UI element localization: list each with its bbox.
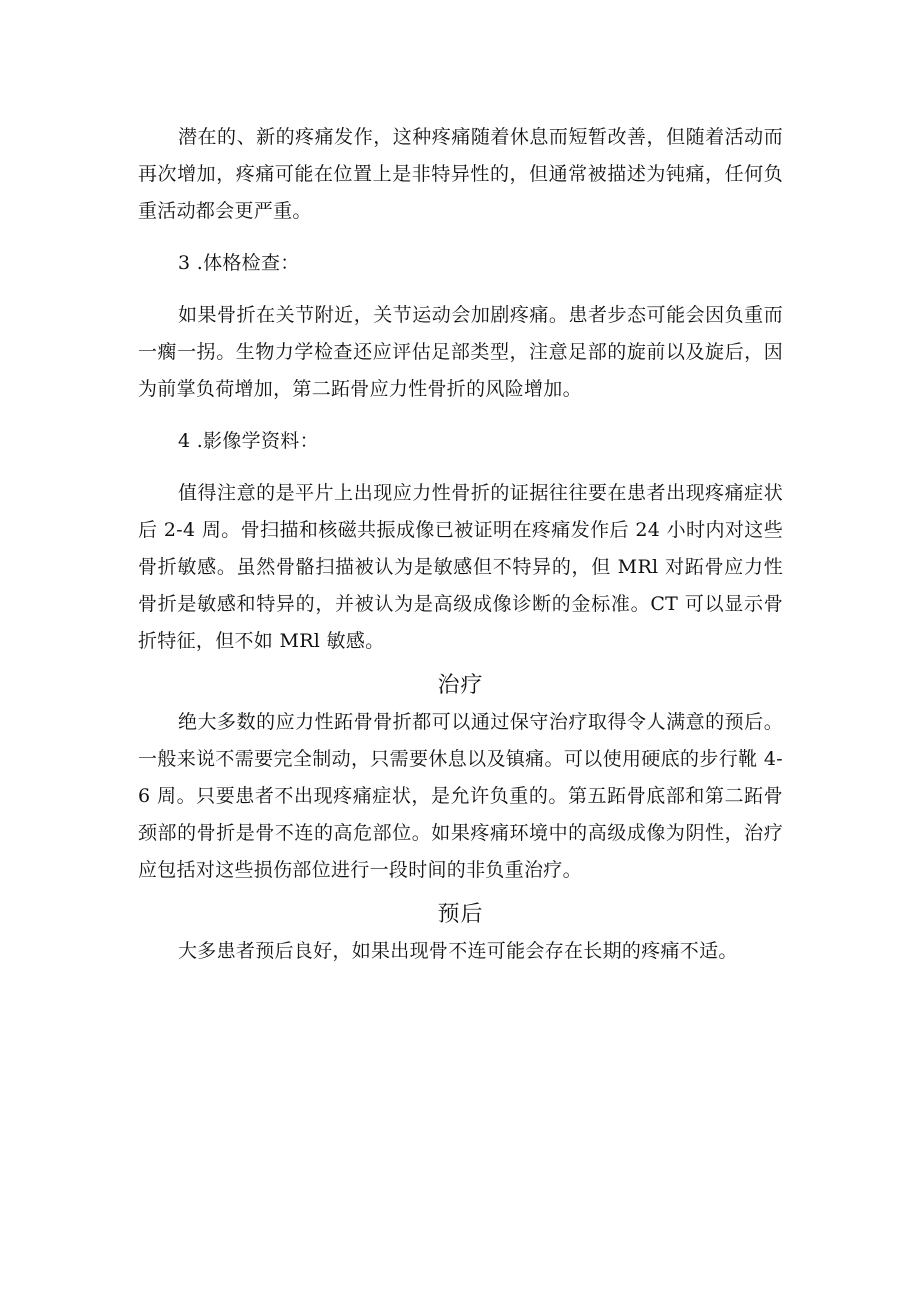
document-body — [138, 119, 783, 970]
paragraph-pain-continuation: 潜在的、新的疼痛发作，这种疼痛随着休息而短暂改善，但随着活动而再次增加，疼痛可能在位置上是非特异性的，但通常被描述为钝痛，任何负重活动都会更严重。 — [138, 126, 783, 222]
paragraph-prognosis: 大多患者预后良好，如果出现骨不连可能会存在长期的疼痛不适。 — [178, 940, 738, 962]
heading-physical-exam: 3 .体格检查： — [178, 252, 300, 274]
section-title-treatment: 治疗 — [437, 673, 484, 698]
paragraph-treatment: 绝大多数的应力性跖骨骨折都可以通过保守治疗取得令人满意的预后。一般来说不需要完全制动，只需要休息以及镇痛。可以使用硬底的步行靴 4-6 周。只要患者不出现疼痛症状，是允许负重的。第五跖骨底部和第二跖骨颈部的骨折是骨不连的高危部位。如果疼痛环境中的高级成像为阴性，治疗应包括对这些损伤部位进行一段时间的非负重治疗。 — [138, 711, 783, 881]
paragraph-imaging: 值得注意的是平片上出现应力性骨折的证据往往要在患者出现疼痛症状后 2-4 周。骨扫描和核磁共振成像已被证明在疼痛发作后 24 小时内对这些骨折敏感。虽然骨骼扫描被认为是敏感但不特异的，但 MRl 对跖骨应力性骨折是敏感和特异的，并被认为是高级成像诊断的金标准。CT 可以显示骨折特征，但不如 MRl 敏感。 — [138, 482, 783, 652]
heading-imaging: 4 .影像学资料： — [178, 430, 319, 452]
section-title-prognosis: 预后 — [437, 902, 484, 927]
paragraph-physical-exam: 如果骨折在关节附近，关节运动会加剧疼痛。患者步态可能会因负重而一瘸一拐。生物力学检查还应评估足部类型，注意足部的旋前以及旋后，因为前掌负荷增加，第二跖骨应力性骨折的风险增加。 — [138, 304, 783, 400]
